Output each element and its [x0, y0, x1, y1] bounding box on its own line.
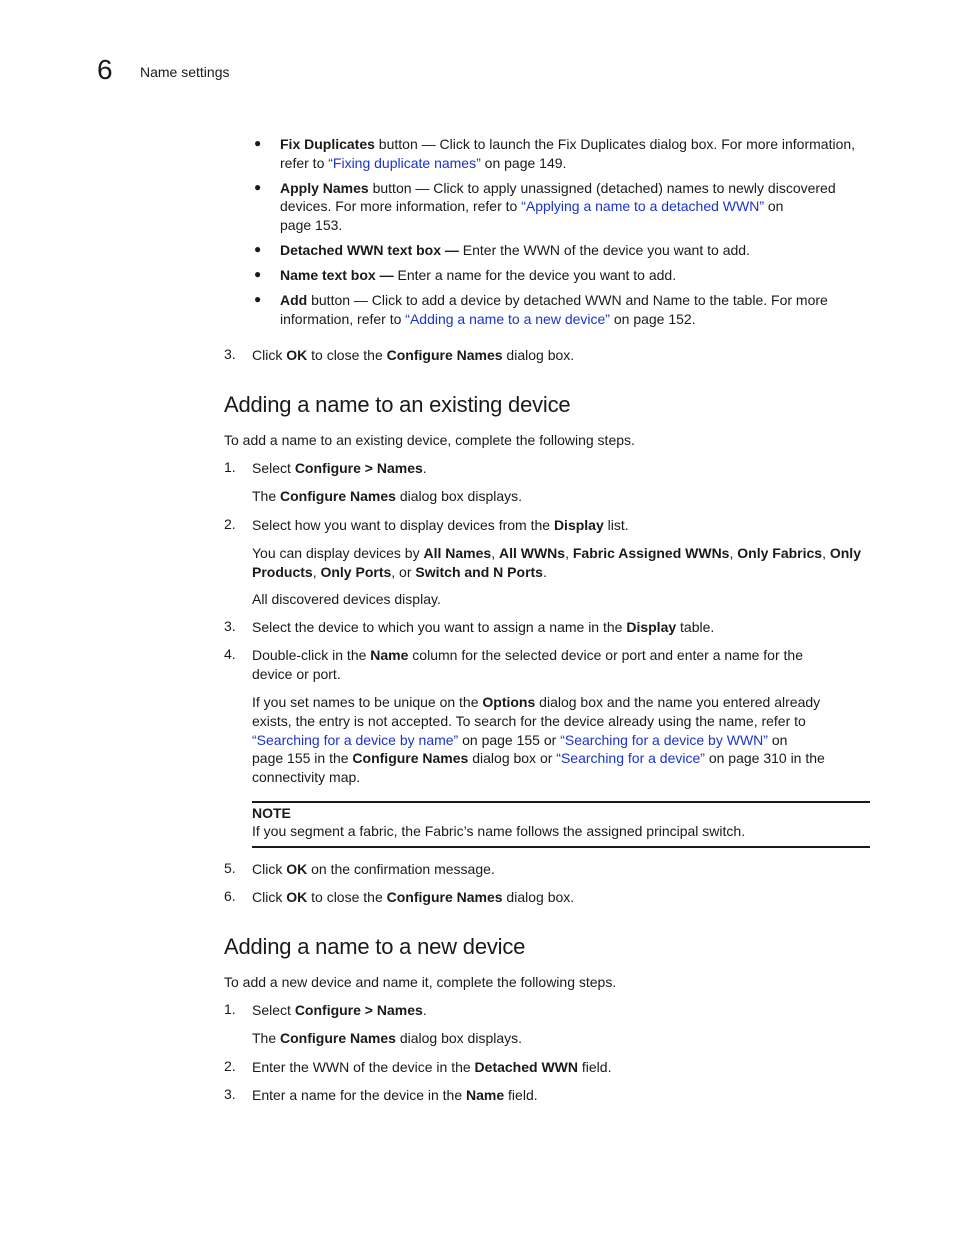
display-options-line1: You can display devices by All Names, All WWNs, Fabric Assigned WWNs, Only Fabrics, Only — [252, 545, 861, 561]
bullet-add-ref: information, refer to “Adding a name to a new device” on page 152. — [280, 311, 696, 327]
step-number: 4. — [224, 646, 236, 662]
section-heading-new-device: Adding a name to a new device — [224, 934, 526, 959]
bullet-icon: ● — [254, 136, 262, 150]
unique-names-detail-l5: connectivity map. — [252, 769, 361, 785]
bullet-apply-names-page: page 153. — [280, 217, 343, 233]
link-searching-device-by-wwn[interactable]: “Searching for a device by WWN” — [560, 732, 768, 748]
step-close-configure-names: Click OK to close the Configure Names dialog box. — [252, 347, 575, 363]
bullet-icon: ● — [254, 242, 262, 256]
step-double-click-name: Double-click in the Name column for the selected device or port and enter a name for the — [252, 647, 803, 663]
section-heading-existing-device: Adding a name to an existing device — [224, 392, 571, 417]
bullet-apply-names: Apply Names button — Click to apply unassigned (detached) names to newly discovered — [280, 180, 836, 196]
running-header: Name settings — [140, 64, 230, 80]
chapter-number: 6 — [97, 54, 113, 85]
step-number: 3. — [224, 346, 236, 362]
bullet-fix-duplicates-ref: refer to “Fixing duplicate names” on page 149. — [280, 155, 567, 171]
step-double-click-name-cont: device or port. — [252, 666, 341, 682]
step-number: 5. — [224, 860, 236, 876]
step-result: The Configure Names dialog box displays. — [252, 1030, 523, 1046]
link-searching-device[interactable]: “Searching for a device” — [556, 750, 705, 766]
bullet-icon: ● — [254, 180, 262, 194]
step-result: The Configure Names dialog box displays. — [252, 488, 523, 504]
step-select-configure-names: Select Configure > Names. — [252, 460, 427, 476]
link-searching-device-by-name[interactable]: “Searching for a device by name” — [252, 732, 459, 748]
step-result: All discovered devices display. — [252, 591, 441, 607]
unique-names-detail-l3: “Searching for a device by name” on page 155 or “Searching for a device by WWN” on — [252, 732, 788, 748]
bullet-icon: ● — [254, 292, 262, 306]
step-number: 2. — [224, 1058, 236, 1074]
step-number: 1. — [224, 1001, 236, 1017]
link-adding-name-new-device[interactable]: “Adding a name to a new device” — [405, 311, 610, 327]
step-enter-name: Enter a name for the device in the Name field. — [252, 1087, 538, 1103]
unique-names-detail-l4: page 155 in the Configure Names dialog box or “Searching for a device” on page 310 in the — [252, 750, 825, 766]
step-number: 6. — [224, 888, 236, 904]
note-label: NOTE — [252, 805, 291, 821]
step-select-device: Select the device to which you want to assign a name in the Display table. — [252, 619, 715, 635]
bullet-add: Add button — Click to add a device by detached WWN and Name to the table. For more — [280, 292, 828, 308]
section-intro: To add a name to an existing device, complete the following steps. — [224, 432, 635, 448]
step-number: 3. — [224, 1086, 236, 1102]
bullet-apply-names-ref: devices. For more information, refer to “Applying a name to a detached WWN” on — [280, 198, 784, 214]
step-select-configure-names: Select Configure > Names. — [252, 1002, 427, 1018]
step-number: 1. — [224, 459, 236, 475]
step-close-configure-names: Click OK to close the Configure Names dialog box. — [252, 889, 575, 905]
bullet-name-text-box: Name text box — Enter a name for the device you want to add. — [280, 267, 677, 283]
note-top-rule — [252, 801, 870, 803]
step-select-display: Select how you want to display devices from the Display list. — [252, 517, 629, 533]
bullet-fix-duplicates: Fix Duplicates button — Click to launch the Fix Duplicates dialog box. For more information, — [280, 136, 856, 152]
display-options-line2: Products, Only Ports, or Switch and N Ports. — [252, 564, 547, 580]
bullet-icon: ● — [254, 267, 262, 281]
note-bottom-rule — [252, 846, 870, 848]
link-applying-name-detached-wwn[interactable]: “Applying a name to a detached WWN” — [521, 198, 764, 214]
section-intro: To add a new device and name it, complete the following steps. — [224, 974, 617, 990]
bullet-detached-wwn: Detached WWN text box — Enter the WWN of the device you want to add. — [280, 242, 750, 258]
step-number: 2. — [224, 516, 236, 532]
step-enter-wwn: Enter the WWN of the device in the Detached WWN field. — [252, 1059, 612, 1075]
note-text: If you segment a fabric, the Fabric’s name follows the assigned principal switch. — [252, 823, 746, 839]
link-fixing-duplicate-names[interactable]: “Fixing duplicate names” — [328, 155, 481, 171]
unique-names-detail-l2: exists, the entry is not accepted. To search for the device already using the name, refer to — [252, 713, 806, 729]
step-number: 3. — [224, 618, 236, 634]
step-click-ok-confirmation: Click OK on the confirmation message. — [252, 861, 495, 877]
unique-names-detail-l1: If you set names to be unique on the Options dialog box and the name you entered already — [252, 694, 821, 710]
